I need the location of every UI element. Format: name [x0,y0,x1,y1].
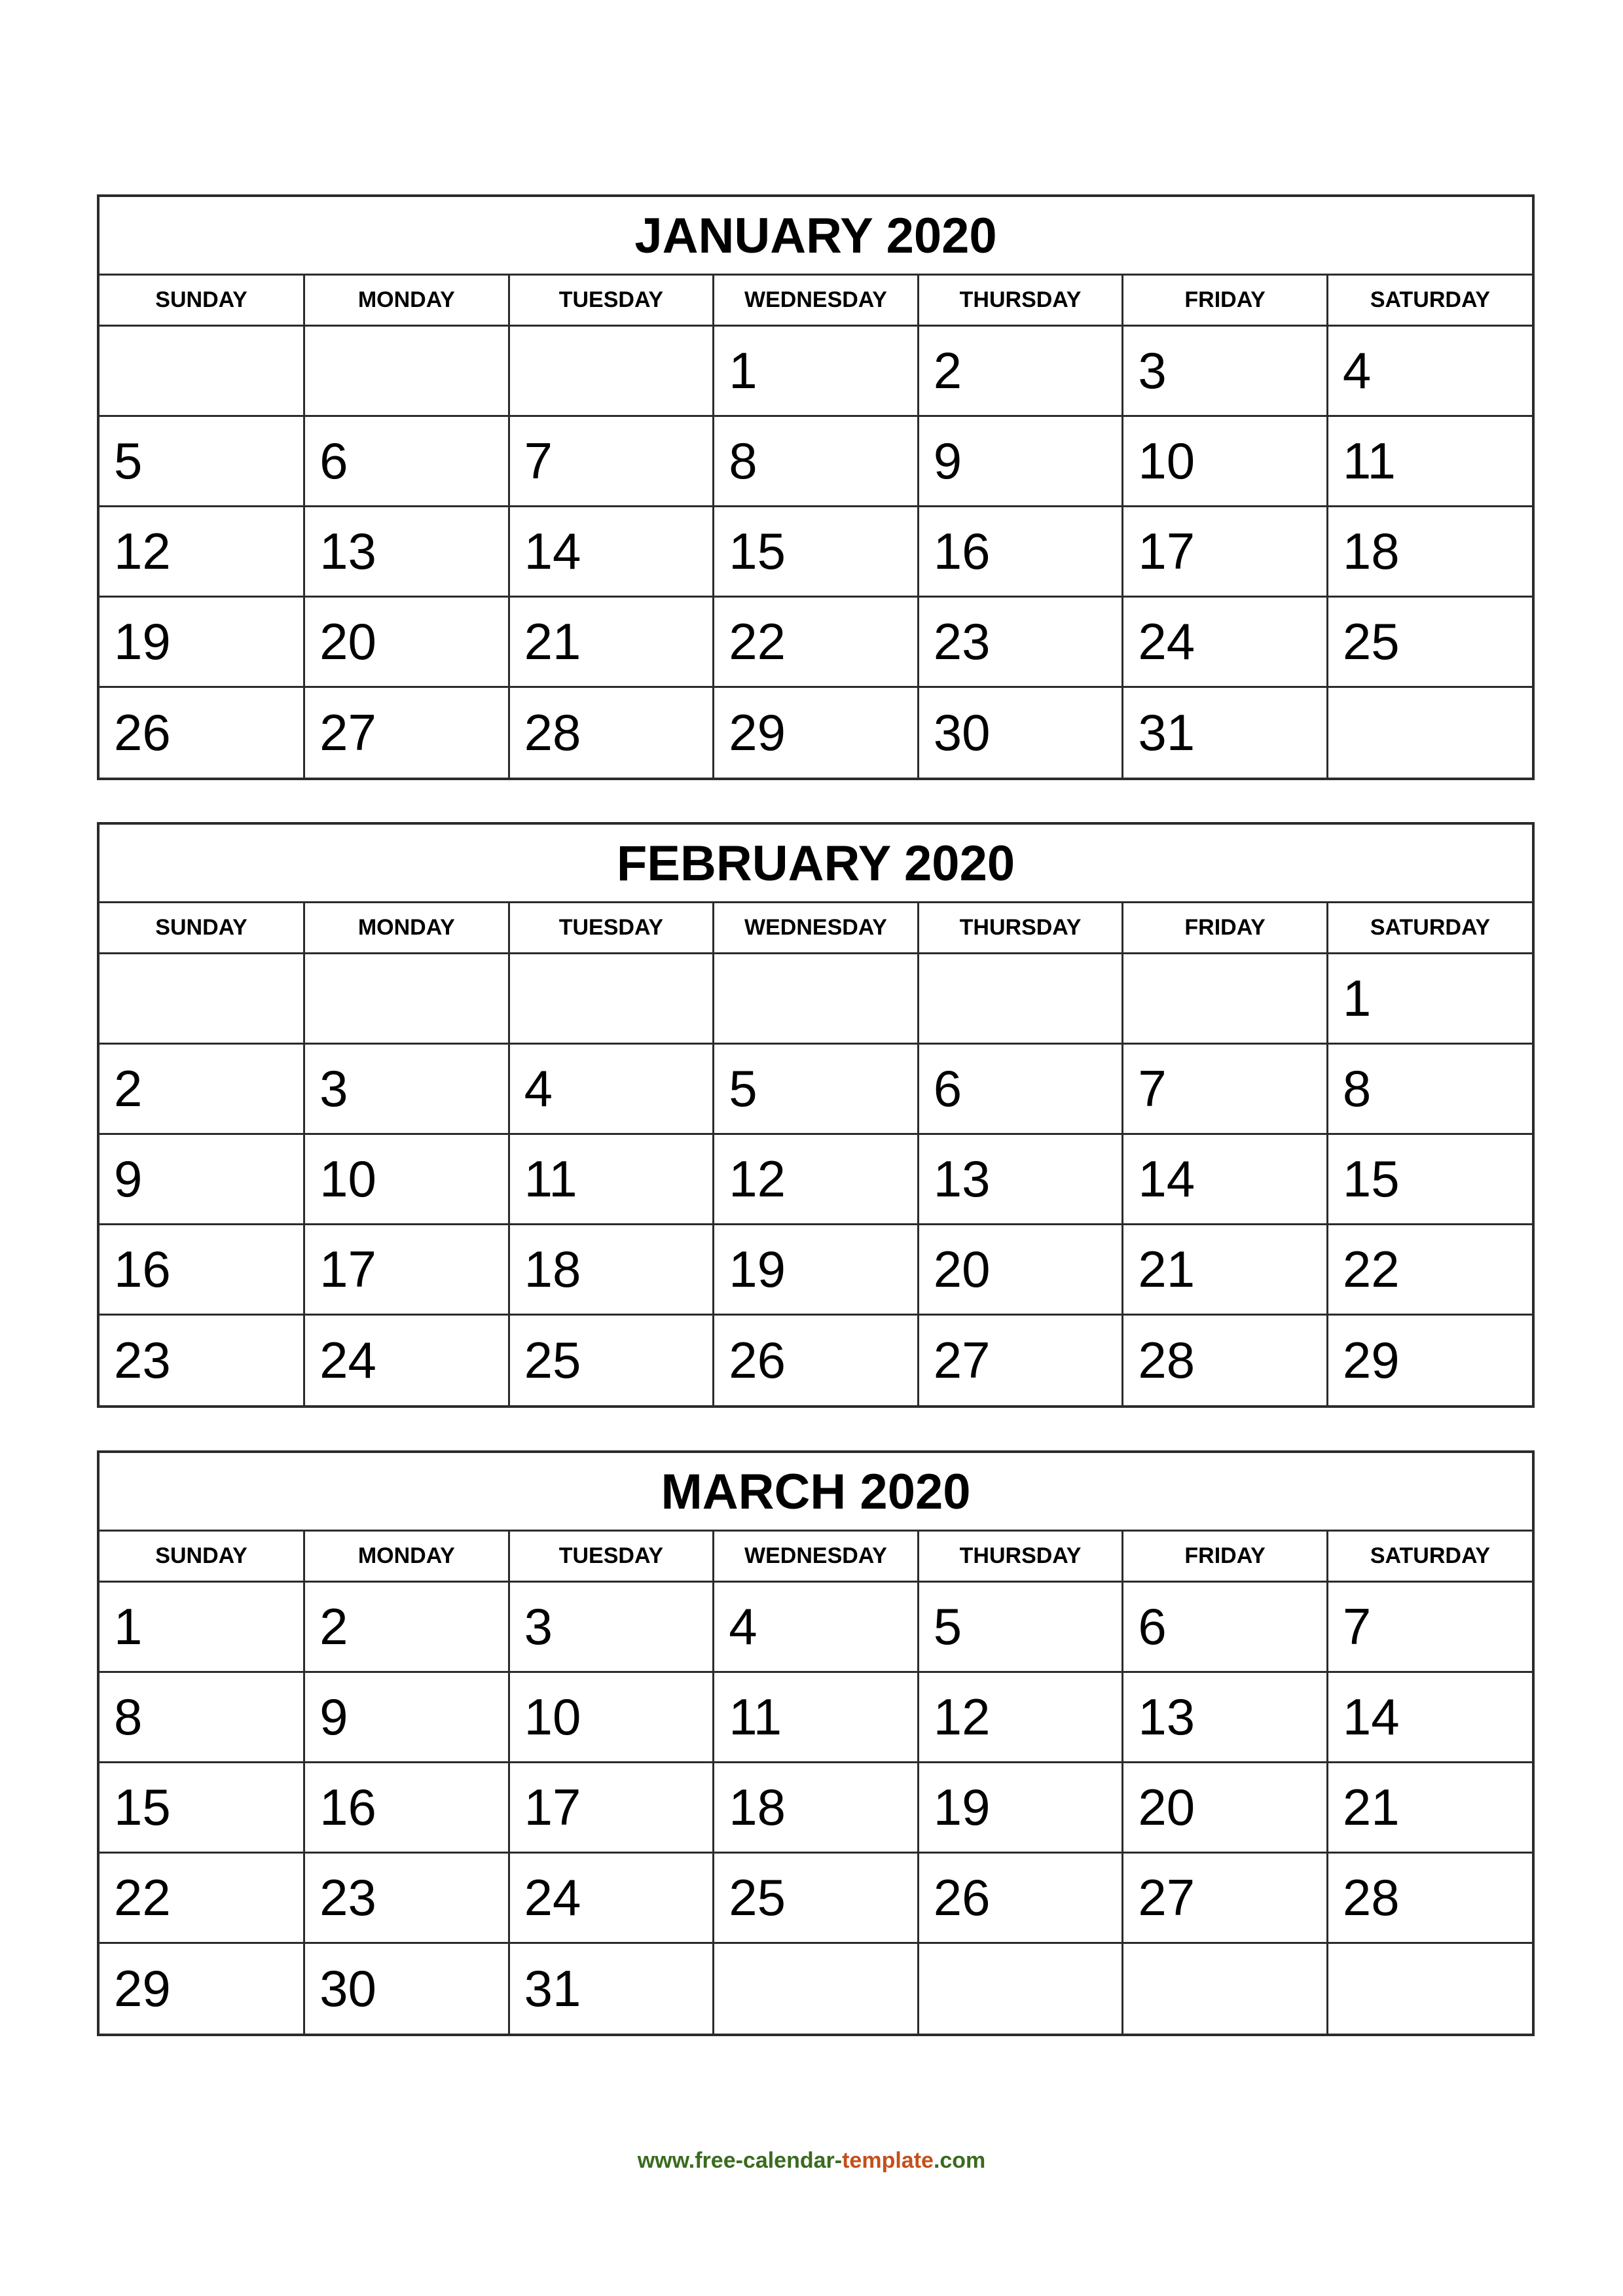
weekday-label: WEDNESDAY [714,276,919,326]
footer-text-suffix: .com [933,2148,986,2173]
day-cell: 7 [1123,1044,1328,1134]
weekday-label: THURSDAY [918,1532,1123,1582]
day-cell: 1 [714,326,919,416]
month-calendar-january [97,194,1535,780]
week-row [100,1582,1532,1672]
week-row [100,1044,1532,1134]
weekday-label: TUESDAY [509,903,714,954]
day-cell [509,326,714,416]
day-cell [100,954,304,1044]
day-cell: 11 [509,1134,714,1225]
day-cell: 2 [918,326,1123,416]
day-cell [918,954,1123,1044]
weekday-header-row [100,276,1532,326]
day-cell: 16 [100,1225,304,1315]
day-cell: 26 [918,1853,1123,1943]
day-cell: 14 [1123,1134,1328,1225]
day-cell [304,326,509,416]
day-cell: 20 [918,1225,1123,1315]
day-cell: 4 [714,1582,919,1672]
day-cell [1123,954,1328,1044]
day-cell: 20 [304,597,509,687]
weekday-header-row [100,903,1532,954]
week-row [100,1763,1532,1853]
day-cell: 10 [509,1672,714,1763]
day-cell: 15 [1327,1134,1532,1225]
day-cell [304,954,509,1044]
day-cell: 19 [100,597,304,687]
day-cell: 11 [1327,416,1532,507]
weekday-label: SATURDAY [1327,903,1532,954]
day-cell: 22 [100,1853,304,1943]
day-cell: 20 [1123,1763,1328,1853]
day-cell [100,326,304,416]
day-cell: 30 [304,1943,509,2034]
day-cell: 1 [100,1582,304,1672]
day-cell: 6 [304,416,509,507]
day-cell: 14 [1327,1672,1532,1763]
day-cell [714,1943,919,2034]
day-cell: 22 [714,597,919,687]
day-cell: 13 [1123,1672,1328,1763]
weekday-label: SUNDAY [100,1532,304,1582]
calendar-grid [100,903,1532,1405]
day-cell: 8 [100,1672,304,1763]
day-cell: 7 [1327,1582,1532,1672]
week-row [100,416,1532,507]
day-cell: 14 [509,507,714,597]
day-cell: 12 [918,1672,1123,1763]
footer-text-template: template [842,2148,934,2173]
calendar-grid [100,1532,1532,2034]
weekday-label: MONDAY [304,903,509,954]
week-row [100,1672,1532,1763]
day-cell: 13 [918,1134,1123,1225]
week-row [100,597,1532,687]
day-cell: 10 [1123,416,1328,507]
day-cell: 5 [100,416,304,507]
day-cell: 16 [304,1763,509,1853]
day-cell: 4 [509,1044,714,1134]
day-cell: 19 [918,1763,1123,1853]
weekday-label: THURSDAY [918,903,1123,954]
day-cell [1123,1943,1328,2034]
weekday-label: MONDAY [304,276,509,326]
day-cell: 4 [1327,326,1532,416]
day-cell: 26 [714,1315,919,1405]
day-cell: 29 [1327,1315,1532,1405]
week-row [100,507,1532,597]
weekday-label: SATURDAY [1327,1532,1532,1582]
day-cell: 17 [304,1225,509,1315]
day-cell: 27 [304,687,509,778]
day-cell: 25 [1327,597,1532,687]
day-cell: 15 [714,507,919,597]
day-cell: 18 [714,1763,919,1853]
day-cell: 12 [100,507,304,597]
weekday-label: MONDAY [304,1532,509,1582]
weekday-label: TUESDAY [509,1532,714,1582]
day-cell: 11 [714,1672,919,1763]
day-cell: 21 [1123,1225,1328,1315]
day-cell: 31 [1123,687,1328,778]
week-row [100,1943,1532,2034]
day-cell: 2 [304,1582,509,1672]
day-cell: 24 [1123,597,1328,687]
day-cell: 13 [304,507,509,597]
day-cell: 15 [100,1763,304,1853]
day-cell: 22 [1327,1225,1532,1315]
week-row [100,1853,1532,1943]
day-cell: 24 [509,1853,714,1943]
day-cell: 9 [304,1672,509,1763]
day-cell: 18 [1327,507,1532,597]
month-calendar-march [97,1450,1535,2036]
weekday-label: WEDNESDAY [714,903,919,954]
weekday-header-row [100,1532,1532,1582]
day-cell: 29 [100,1943,304,2034]
week-row [100,687,1532,778]
day-cell: 1 [1327,954,1532,1044]
weekday-label: SATURDAY [1327,276,1532,326]
weekday-label: FRIDAY [1123,1532,1328,1582]
weekday-label: FRIDAY [1123,276,1328,326]
day-cell: 23 [100,1315,304,1405]
week-row [100,954,1532,1044]
day-cell: 6 [918,1044,1123,1134]
calendar-grid [100,276,1532,778]
day-cell: 9 [100,1134,304,1225]
day-cell: 31 [509,1943,714,2034]
day-cell: 24 [304,1315,509,1405]
day-cell: 28 [1123,1315,1328,1405]
day-cell: 2 [100,1044,304,1134]
weekday-label: FRIDAY [1123,903,1328,954]
day-cell: 28 [509,687,714,778]
day-cell: 7 [509,416,714,507]
day-cell [918,1943,1123,2034]
day-cell: 25 [509,1315,714,1405]
day-cell: 9 [918,416,1123,507]
day-cell: 3 [509,1582,714,1672]
week-row [100,1225,1532,1315]
day-cell: 5 [714,1044,919,1134]
day-cell: 26 [100,687,304,778]
weekday-label: SUNDAY [100,903,304,954]
day-cell: 27 [918,1315,1123,1405]
weekday-label: TUESDAY [509,276,714,326]
day-cell: 5 [918,1582,1123,1672]
day-cell [714,954,919,1044]
day-cell: 10 [304,1134,509,1225]
day-cell: 21 [509,597,714,687]
day-cell: 21 [1327,1763,1532,1853]
day-cell: 3 [1123,326,1328,416]
day-cell [1327,687,1532,778]
month-title: JANUARY 2020 [100,197,1532,276]
day-cell: 17 [1123,507,1328,597]
day-cell: 29 [714,687,919,778]
day-cell [509,954,714,1044]
weekday-label: SUNDAY [100,276,304,326]
month-calendar-february [97,822,1535,1408]
day-cell: 18 [509,1225,714,1315]
day-cell: 12 [714,1134,919,1225]
month-title: FEBRUARY 2020 [100,825,1532,903]
day-cell: 8 [1327,1044,1532,1134]
footer-website-link[interactable] [0,2148,1623,2174]
day-cell: 23 [918,597,1123,687]
day-cell: 17 [509,1763,714,1853]
footer-text-prefix: www.free-calendar- [637,2148,843,2173]
week-row [100,326,1532,416]
week-row [100,1134,1532,1225]
day-cell: 25 [714,1853,919,1943]
month-title: MARCH 2020 [100,1453,1532,1532]
day-cell: 16 [918,507,1123,597]
day-cell: 6 [1123,1582,1328,1672]
weekday-label: THURSDAY [918,276,1123,326]
day-cell: 3 [304,1044,509,1134]
day-cell: 23 [304,1853,509,1943]
day-cell: 27 [1123,1853,1328,1943]
week-row [100,1315,1532,1405]
day-cell: 28 [1327,1853,1532,1943]
weekday-label: WEDNESDAY [714,1532,919,1582]
day-cell: 19 [714,1225,919,1315]
day-cell [1327,1943,1532,2034]
day-cell: 30 [918,687,1123,778]
day-cell: 8 [714,416,919,507]
